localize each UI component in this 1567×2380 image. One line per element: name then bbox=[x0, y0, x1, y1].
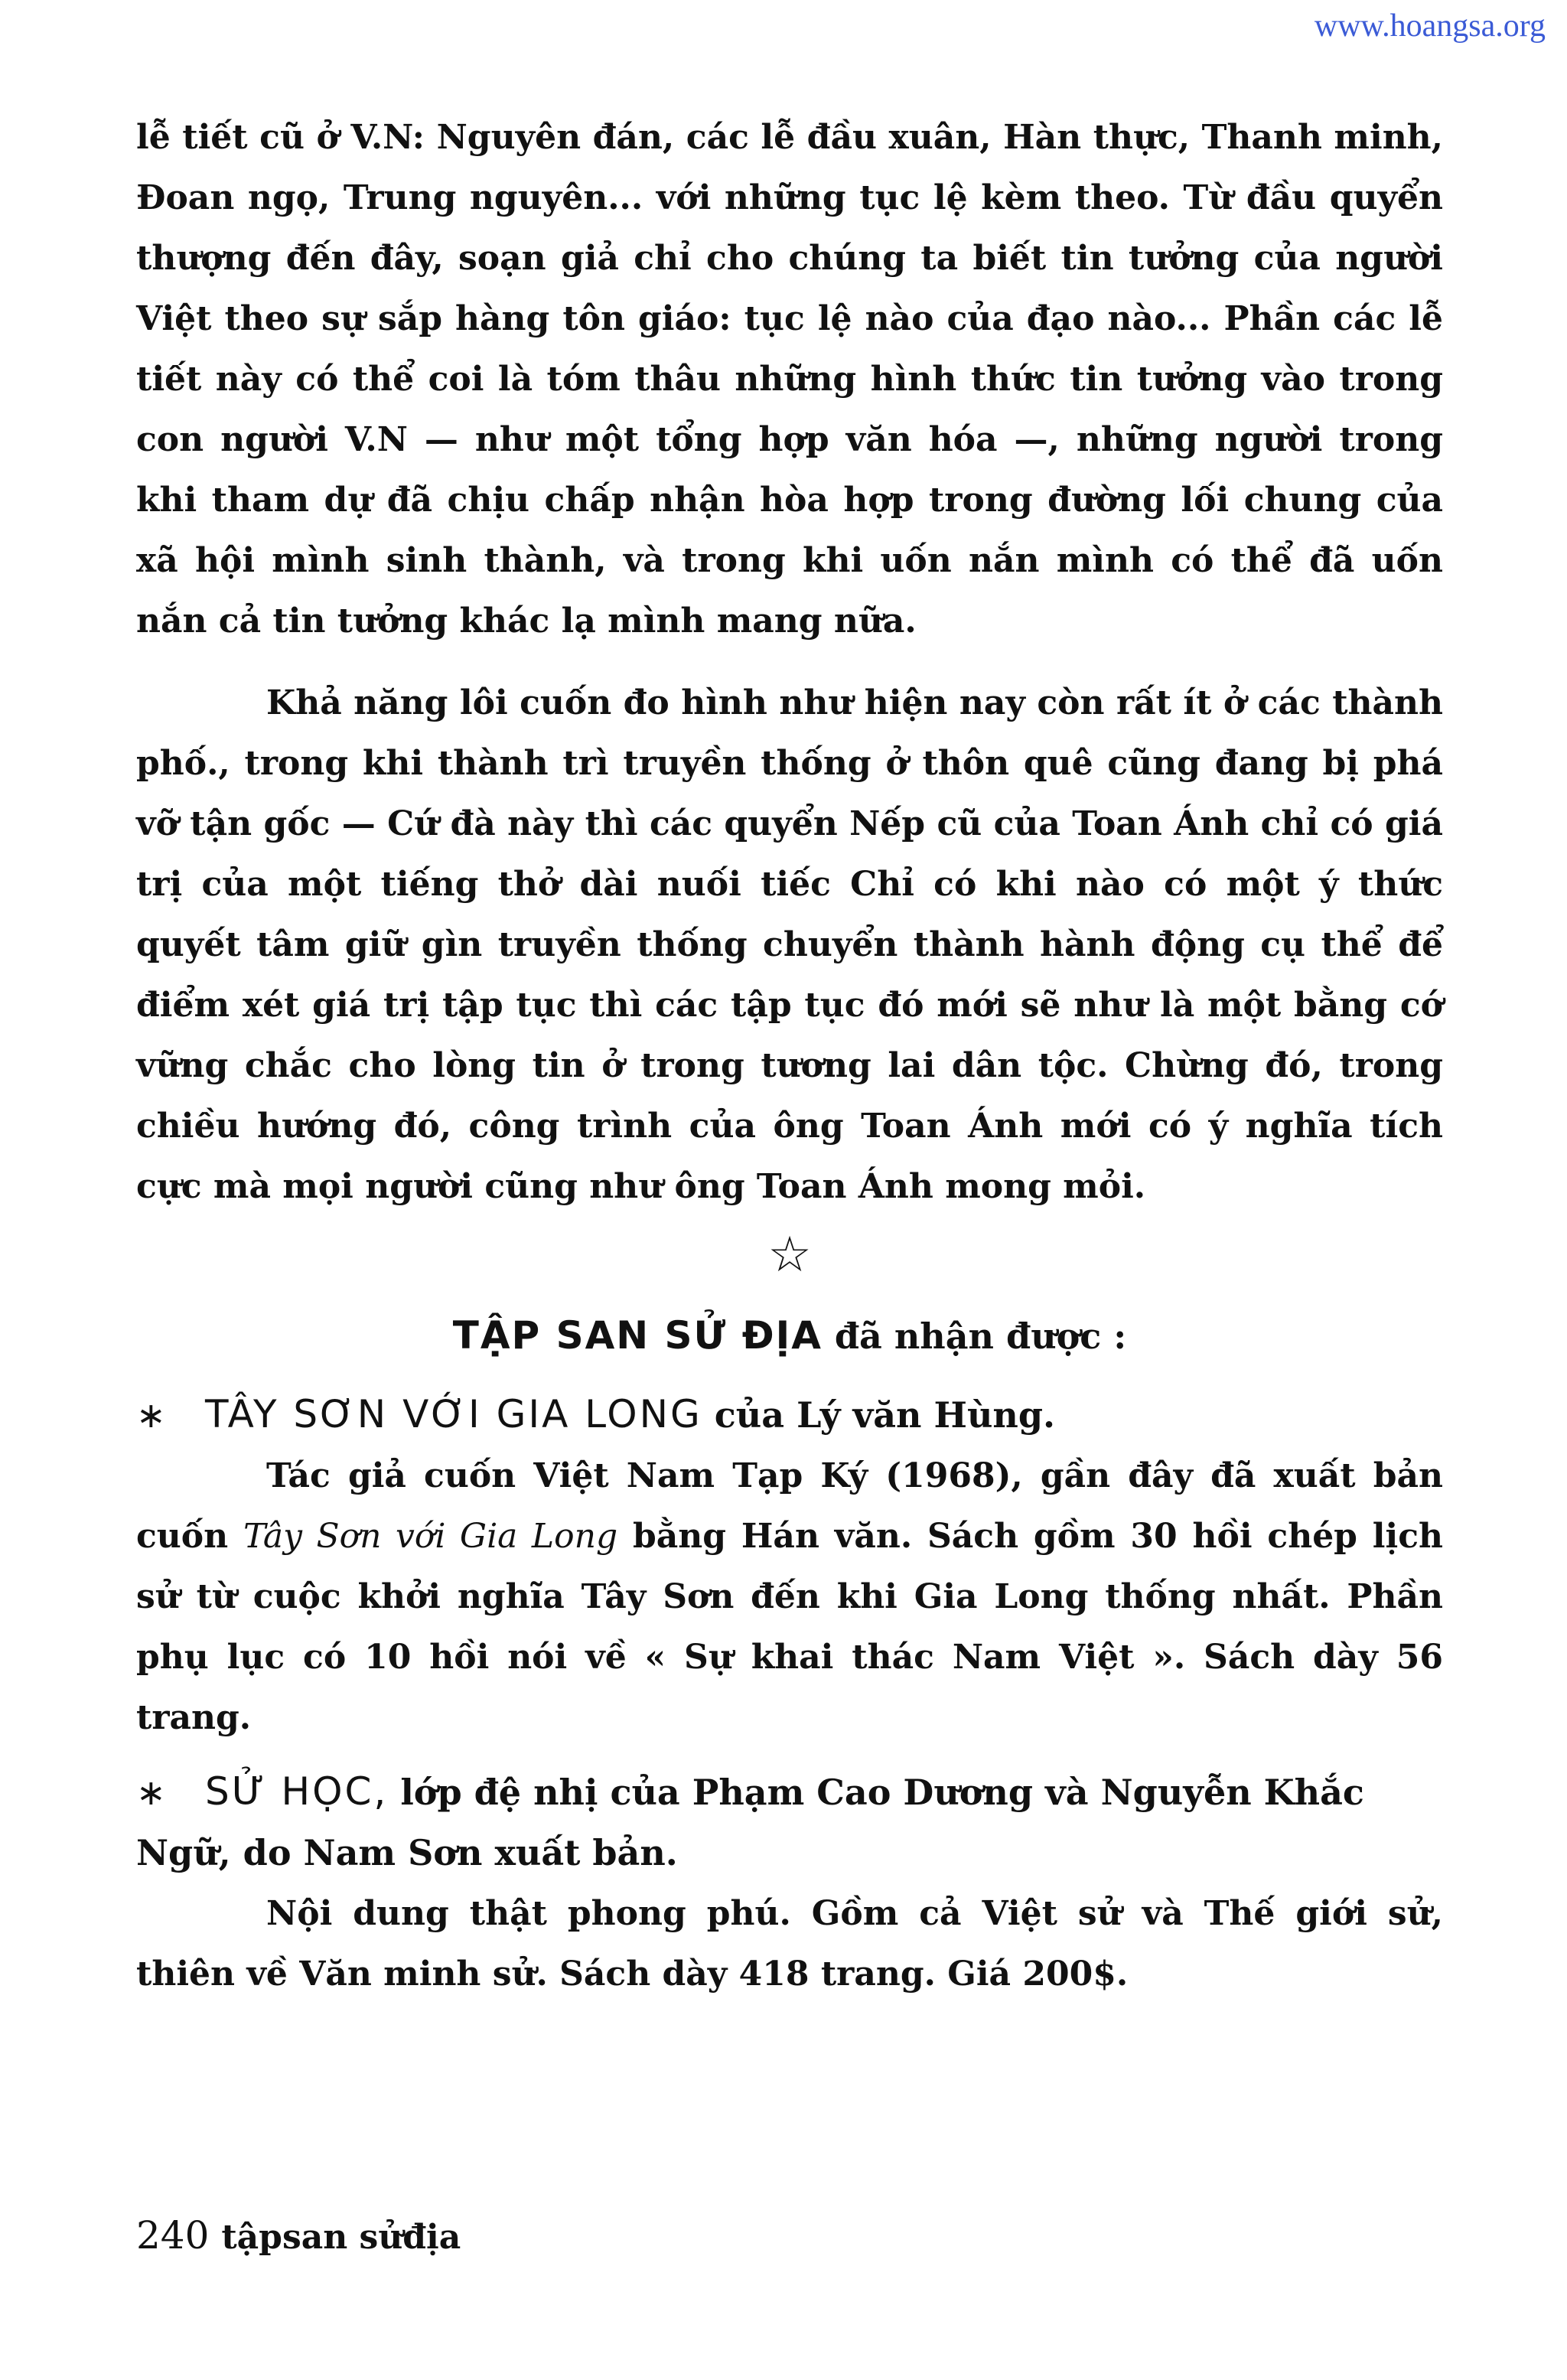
watermark-url[interactable]: www.hoangsa.org bbox=[1314, 8, 1546, 44]
entry-author: lớp đệ nhị của Phạm Cao Dương và Nguyễn Khắc Ngữ, do Nam Sơn xuất bản. bbox=[136, 1772, 1364, 1873]
star-icon: ☆ bbox=[767, 1227, 812, 1283]
section-heading-title: TẬP SAN SỬ ĐỊA bbox=[452, 1313, 823, 1358]
page-footer bbox=[136, 2213, 461, 2258]
paragraph-continuation: lễ tiết cũ ở V.N: Nguyên đán, các lễ đầu xuân, Hàn thực, Thanh minh, Đoan ngọ, Trung nguyên... với những tục lệ kèm theo. Từ đầu quyển thượng đến đây, soạn giả chỉ cho chúng ta biết tin tưởng của người Việt theo sự sắp hàng tôn giáo: tục lệ nào của đạo nào... Phần các lễ tiết này có thể coi là tóm thâu những hình thức tin tưởng vào trong con người V.N — như một tổng hợp văn hóa —, những người trong khi tham dự đã chịu chấp nhận hòa hợp trong đường lối chung của xã hội mình sinh thành, và trong khi uốn nắn mình có thể đã uốn nắn cả tin tưởng khác lạ mình mang nữa. bbox=[136, 118, 1443, 641]
entry-author: của Lý văn Hùng. bbox=[714, 1394, 1056, 1436]
paragraph-review: Khả năng lôi cuốn đo hình như hiện nay còn rất ít ở các thành phố., trong khi thành trì truyền thống ở thôn quê cũng đang bị phá vỡ tận gốc — Cứ đà này thì các quyển Nếp cũ của Toan Ánh chỉ có giá trị của một tiếng thở dài nuối tiếc Chỉ có khi nào có một ý thức quyết tâm giữ gìn truyền thống chuyển thành hành động cụ thể để điểm xét giá trị tập tục thì các tập tục đó mới sẽ như là một bằng cớ vững chắc cho lòng tin ở trong tương lai dân tộc. Chừng đó, trong chiều hướng đó, công trình của ông Toan Ánh mới có ý nghĩa tích cực mà mọi người cũng như ông Toan Ánh mong mỏi. bbox=[136, 683, 1443, 1206]
entry-book-title: SỬ HỌC, bbox=[205, 1769, 389, 1814]
page-number: 240 bbox=[136, 2213, 210, 2258]
asterisk-icon: ∗ bbox=[136, 1394, 166, 1436]
entry-description-su-hoc: Nội dung thật phong phú. Gồm cả Việt sử và Thế giới sử, thiên về Văn minh sử. Sách dày 418 trang. Giá 200$. bbox=[136, 1894, 1443, 1994]
entry-desc-italic-title: Tây Sơn với Gia Long bbox=[243, 1517, 618, 1556]
entry-desc-after: bằng Hán văn. Sách gồm 30 hồi chép lịch sử từ cuộc khởi nghĩa Tây Sơn đến khi Gia Long thống nhất. Phần phụ lục có 10 hồi nói về « Sự khai thác Nam Việt ». Sách dày 56 trang. bbox=[136, 1517, 1444, 1737]
publication-name: tậpsan sửđịa bbox=[221, 2218, 461, 2257]
section-heading bbox=[136, 1301, 1443, 1371]
entry-desc-before: Tác giả cuốn Việt Nam Tạp Ký (1968), gần đây đã xuất bản cuốn bbox=[136, 1456, 1443, 1556]
asterisk-icon: ∗ bbox=[136, 1772, 166, 1813]
entry-title-tay-son bbox=[136, 1384, 1443, 1446]
entry-title-su-hoc bbox=[136, 1762, 1443, 1883]
page-body bbox=[136, 107, 1443, 2004]
section-heading-subtitle: đã nhận được : bbox=[834, 1316, 1127, 1357]
entry-book-title: TÂY SƠN VỚI GIA LONG bbox=[205, 1392, 702, 1436]
entry-description-tay-son bbox=[136, 1446, 1443, 1748]
